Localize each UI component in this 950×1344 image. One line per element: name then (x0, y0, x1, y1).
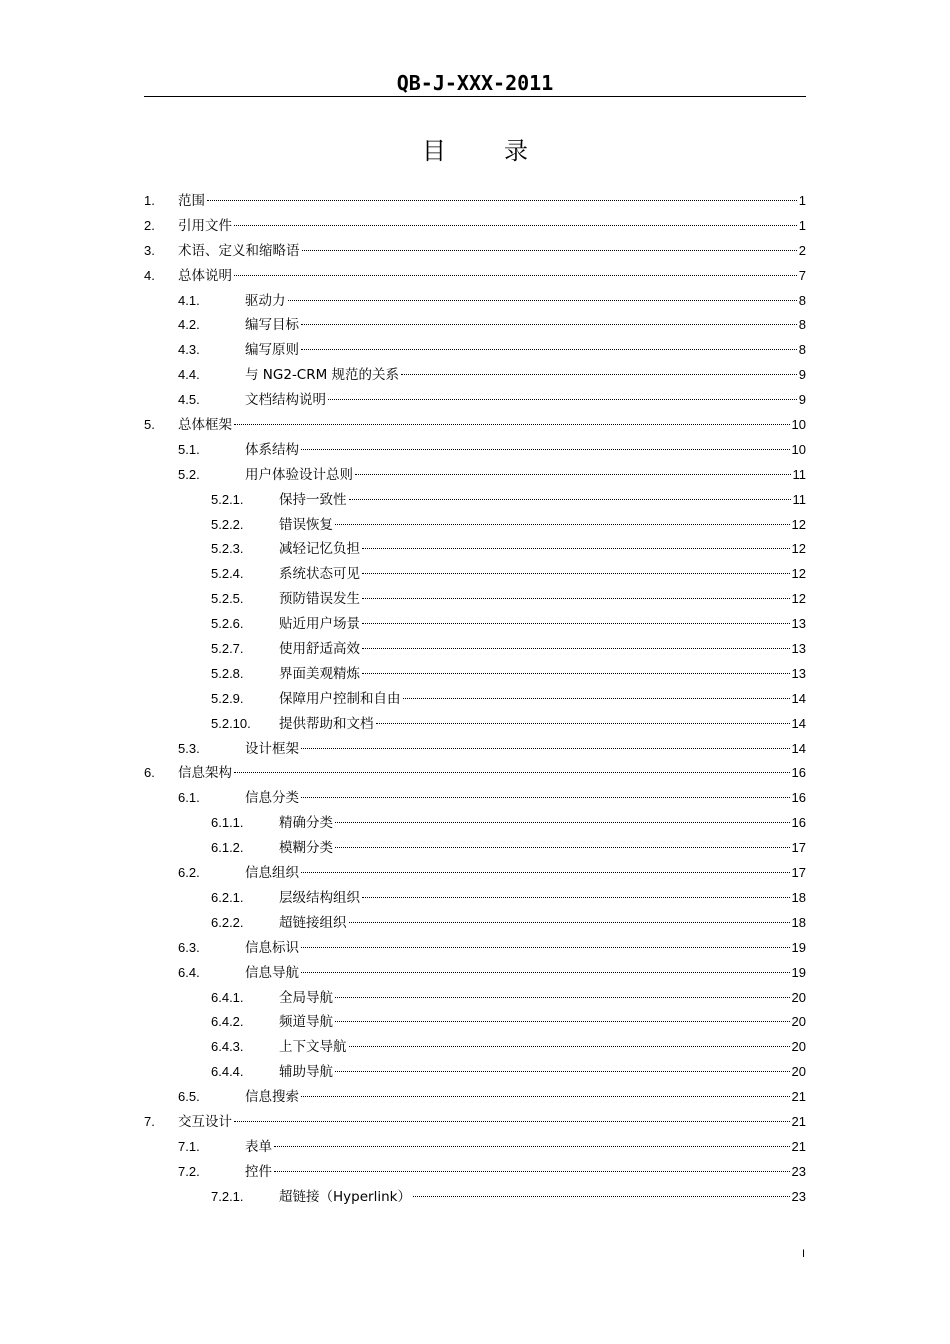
toc-entry-number: 5.2.4. (211, 566, 244, 582)
toc-entry-page: 14 (791, 740, 806, 756)
toc-dot-leader (234, 225, 797, 226)
toc-dot-leader (362, 673, 790, 674)
toc-entry-label: 辅助导航 (279, 1064, 333, 1081)
toc-entry[interactable] (144, 836, 806, 861)
toc-dot-leader (335, 524, 790, 525)
toc-dot-leader (362, 598, 790, 599)
toc-entry[interactable] (144, 761, 806, 786)
toc-entry-number: 5.2.6. (211, 616, 244, 632)
toc-entry-label: 交互设计 (178, 1113, 232, 1130)
toc-entry[interactable] (144, 363, 806, 388)
toc-dot-leader (376, 723, 790, 724)
toc-entry[interactable] (144, 1060, 806, 1085)
toc-entry-label: 错误恢复 (279, 516, 333, 533)
toc-entry[interactable] (144, 811, 806, 836)
toc-entry-label: 信息搜索 (245, 1089, 299, 1106)
page-number: I (802, 1248, 806, 1260)
toc-dot-leader (301, 748, 790, 749)
toc-entry-page: 18 (791, 914, 806, 930)
toc-dot-leader (288, 300, 797, 301)
toc-entry-number: 4.1. (178, 292, 200, 308)
toc-dot-leader (349, 1046, 790, 1047)
toc-entry-label: 界面美观精炼 (279, 665, 360, 682)
toc-entry-page: 21 (791, 1089, 806, 1105)
toc-entry[interactable] (144, 413, 806, 438)
toc-dot-leader (301, 797, 790, 798)
toc-dot-leader (349, 499, 791, 500)
toc-entry-number: 4.5. (178, 392, 200, 408)
toc-entry-label: 体系结构 (245, 441, 299, 458)
toc-entry-label: 驱动力 (245, 292, 286, 309)
toc-entry-number: 2. (144, 217, 155, 233)
toc-entry-page: 8 (798, 317, 806, 333)
toc-dot-leader (335, 847, 790, 848)
toc-entry-number: 5.2.3. (211, 541, 244, 557)
toc-entry-number: 5.2. (178, 466, 200, 482)
toc-dot-leader (335, 997, 790, 998)
toc-entry-label: 术语、定义和缩略语 (178, 242, 300, 259)
toc-entry-label: 全局导航 (279, 989, 333, 1006)
toc-entry-number: 5. (144, 417, 155, 433)
toc-entry[interactable] (144, 737, 806, 762)
toc-entry[interactable] (144, 1135, 806, 1160)
toc-entry-label: 保障用户控制和自由 (279, 690, 401, 707)
toc-entry[interactable] (144, 1185, 806, 1210)
toc-entry[interactable] (144, 861, 806, 886)
toc-entry[interactable] (144, 612, 806, 637)
toc-entry[interactable] (144, 438, 806, 463)
toc-dot-leader (335, 1021, 790, 1022)
toc-entry-page: 10 (791, 441, 806, 457)
toc-dot-leader (413, 1196, 790, 1197)
toc-entry[interactable] (144, 513, 806, 538)
toc-dot-leader (335, 1071, 790, 1072)
toc-entry-page: 8 (798, 292, 806, 308)
toc-entry[interactable] (144, 214, 806, 239)
toc-entry-label: 保持一致性 (279, 491, 347, 508)
toc-entry-label: 提供帮助和文档 (279, 715, 374, 732)
toc-entry-number: 7. (144, 1113, 155, 1129)
toc-entry[interactable] (144, 488, 806, 513)
toc-entry-page: 23 (791, 1163, 806, 1179)
toc-entry[interactable] (144, 687, 806, 712)
toc-dot-leader (362, 648, 790, 649)
toc-entry-number: 6.2.1. (211, 889, 244, 905)
toc-entry[interactable] (144, 1110, 806, 1135)
toc-entry[interactable] (144, 264, 806, 289)
toc-entry[interactable] (144, 886, 806, 911)
toc-dot-leader (301, 1096, 790, 1097)
toc-entry-number: 7.2.1. (211, 1188, 244, 1204)
toc-entry-label: 贴近用户场景 (279, 616, 360, 633)
toc-dot-leader (401, 374, 797, 375)
toc-entry-page: 12 (791, 591, 806, 607)
toc-entry[interactable] (144, 388, 806, 413)
toc-dot-leader (328, 399, 797, 400)
toc-entry-number: 5.2.1. (211, 491, 244, 507)
toc-entry-page: 13 (791, 641, 806, 657)
toc-entry-page: 12 (791, 516, 806, 532)
toc-entry-number: 5.2.9. (211, 690, 244, 706)
toc-entry[interactable] (144, 1035, 806, 1060)
toc-entry[interactable] (144, 1085, 806, 1110)
toc-entry-label: 编写目标 (245, 317, 299, 334)
toc-dot-leader (207, 200, 797, 201)
toc-entry-label: 范围 (178, 193, 205, 209)
toc-entry-number: 7.1. (178, 1138, 200, 1154)
toc-entry-page: 14 (791, 715, 806, 731)
toc-title (0, 134, 950, 168)
toc-entry-page: 2 (798, 242, 806, 258)
toc-entry[interactable] (144, 662, 806, 687)
toc-entry-page: 8 (798, 342, 806, 358)
toc-entry-label: 控件 (245, 1163, 272, 1180)
toc-entry-label: 总体框架 (178, 417, 232, 434)
toc-entry-number: 6.4. (178, 964, 200, 980)
toc-dot-leader (274, 1171, 790, 1172)
toc-entry-number: 6.2. (178, 865, 200, 881)
toc-dot-leader (301, 947, 790, 948)
toc-title-char-2: 录 (504, 137, 528, 165)
toc-entry-page: 7 (798, 267, 806, 283)
table-of-contents (144, 189, 806, 1210)
toc-entry-page: 1 (798, 217, 806, 233)
toc-dot-leader (301, 872, 790, 873)
toc-entry-page: 11 (792, 466, 806, 482)
toc-entry[interactable] (144, 712, 806, 737)
toc-entry-number: 6.4.1. (211, 989, 244, 1005)
toc-dot-leader (234, 275, 797, 276)
toc-title-char-1: 目 (422, 137, 446, 165)
toc-entry-page: 20 (791, 1064, 806, 1080)
toc-dot-leader (234, 772, 790, 773)
toc-entry-number: 3. (144, 242, 155, 258)
toc-entry-page: 19 (791, 964, 806, 980)
toc-entry-number: 6.5. (178, 1089, 200, 1105)
toc-entry-number: 6.3. (178, 939, 200, 955)
toc-entry-page: 11 (792, 491, 806, 507)
toc-entry-number: 6.1.1. (211, 815, 244, 831)
toc-entry-label: 上下文导航 (279, 1039, 347, 1056)
toc-entry[interactable] (144, 239, 806, 264)
toc-entry-label: 信息架构 (178, 765, 232, 782)
toc-entry-number: 6. (144, 765, 155, 781)
toc-entry[interactable] (144, 986, 806, 1011)
toc-entry-number: 6.4.4. (211, 1064, 244, 1080)
toc-dot-leader (301, 349, 797, 350)
toc-dot-leader (362, 548, 790, 549)
toc-entry-page: 20 (791, 1014, 806, 1030)
toc-entry-number: 6.2.2. (211, 914, 244, 930)
toc-entry-page: 17 (791, 865, 806, 881)
toc-entry-page: 9 (798, 367, 806, 383)
toc-entry-label: 编写原则 (245, 342, 299, 359)
toc-entry-number: 5.2.10. (211, 715, 251, 731)
toc-entry-page: 14 (791, 690, 806, 706)
toc-entry-number: 6.1. (178, 790, 200, 806)
toc-entry-number: 4.2. (178, 317, 200, 333)
toc-entry[interactable] (144, 936, 806, 961)
toc-entry-page: 16 (791, 790, 806, 806)
toc-entry-number: 5.2.2. (211, 516, 244, 532)
toc-entry-label: 信息标识 (245, 939, 299, 956)
toc-entry[interactable] (144, 313, 806, 338)
toc-entry[interactable] (144, 637, 806, 662)
toc-dot-leader (403, 698, 790, 699)
toc-entry-label: 用户体验设计总则 (245, 466, 353, 483)
toc-dot-leader (335, 822, 790, 823)
toc-entry-page: 9 (798, 392, 806, 408)
toc-entry-label: 信息组织 (245, 865, 299, 882)
toc-entry-number: 6.4.2. (211, 1014, 244, 1030)
toc-entry-label: 信息分类 (245, 790, 299, 807)
toc-entry[interactable] (144, 562, 806, 587)
toc-entry-label: 设计框架 (245, 740, 299, 757)
toc-entry-label: 系统状态可见 (279, 566, 360, 583)
toc-entry-label: 精确分类 (279, 815, 333, 832)
toc-entry-label: 文档结构说明 (245, 392, 326, 409)
toc-entry-label: 引用文件 (178, 217, 232, 234)
toc-entry-number: 5.2.8. (211, 665, 244, 681)
toc-entry-label: 与 NG2-CRM 规范的关系 (245, 367, 400, 384)
toc-entry[interactable] (144, 786, 806, 811)
toc-entry-label: 预防错误发生 (279, 591, 360, 608)
toc-entry[interactable] (144, 537, 806, 562)
toc-dot-leader (301, 972, 790, 973)
toc-entry-number: 7.2. (178, 1163, 200, 1179)
toc-entry-page: 19 (791, 939, 806, 955)
toc-dot-leader (362, 897, 790, 898)
toc-entry[interactable] (144, 463, 806, 488)
toc-entry-page: 10 (791, 417, 806, 433)
header-rule (144, 96, 806, 97)
toc-entry-number: 4. (144, 267, 155, 283)
toc-entry-label: 使用舒适高效 (279, 641, 360, 658)
toc-entry-page: 12 (791, 541, 806, 557)
toc-dot-leader (234, 1121, 790, 1122)
toc-entry-page: 23 (791, 1188, 806, 1204)
toc-dot-leader (234, 424, 790, 425)
toc-dot-leader (362, 623, 790, 624)
toc-entry-page: 1 (798, 193, 806, 208)
toc-entry[interactable] (144, 911, 806, 936)
toc-entry-number: 4.4. (178, 367, 200, 383)
toc-dot-leader (301, 449, 790, 450)
toc-entry-page: 20 (791, 989, 806, 1005)
toc-entry-label: 模糊分类 (279, 840, 333, 857)
toc-dot-leader (362, 573, 790, 574)
toc-entry-number: 5.1. (178, 441, 200, 457)
header-doc-code: QB-J-XXX-2011 (396, 71, 554, 95)
toc-entry-label: 总体说明 (178, 267, 232, 284)
toc-entry-page: 12 (791, 566, 806, 582)
toc-entry-number: 6.4.3. (211, 1039, 244, 1055)
toc-dot-leader (302, 250, 797, 251)
toc-entry-number: 5.3. (178, 740, 200, 756)
toc-entry-number: 4.3. (178, 342, 200, 358)
toc-entry[interactable] (144, 961, 806, 986)
toc-entry-page: 13 (791, 616, 806, 632)
toc-entry[interactable] (144, 189, 806, 214)
toc-entry[interactable] (144, 1010, 806, 1035)
toc-entry-label: 频道导航 (279, 1014, 333, 1031)
toc-entry-label: 超链接（Hyperlink） (279, 1188, 411, 1205)
toc-entry[interactable] (144, 1160, 806, 1185)
toc-entry[interactable] (144, 338, 806, 363)
toc-entry-label: 层级结构组织 (279, 889, 360, 906)
toc-entry-page: 20 (791, 1039, 806, 1055)
toc-entry-number: 6.1.2. (211, 840, 244, 856)
toc-entry-number: 5.2.5. (211, 591, 244, 607)
toc-entry-label: 减轻记忆负担 (279, 541, 360, 558)
toc-entry[interactable] (144, 587, 806, 612)
toc-entry-page: 17 (791, 840, 806, 856)
toc-entry-page: 16 (791, 815, 806, 831)
toc-entry-page: 18 (791, 889, 806, 905)
toc-entry-page: 21 (791, 1113, 806, 1129)
toc-entry-page: 21 (791, 1138, 806, 1154)
toc-entry-label: 表单 (245, 1138, 272, 1155)
toc-dot-leader (274, 1146, 790, 1147)
toc-dot-leader (355, 474, 791, 475)
toc-entry[interactable] (144, 289, 806, 314)
toc-entry-number: 1. (144, 193, 155, 208)
toc-dot-leader (349, 922, 790, 923)
toc-entry-page: 16 (791, 765, 806, 781)
toc-dot-leader (301, 324, 797, 325)
toc-entry-label: 信息导航 (245, 964, 299, 981)
toc-entry-label: 超链接组织 (279, 914, 347, 931)
toc-entry-page: 13 (791, 665, 806, 681)
toc-entry-number: 5.2.7. (211, 641, 244, 657)
